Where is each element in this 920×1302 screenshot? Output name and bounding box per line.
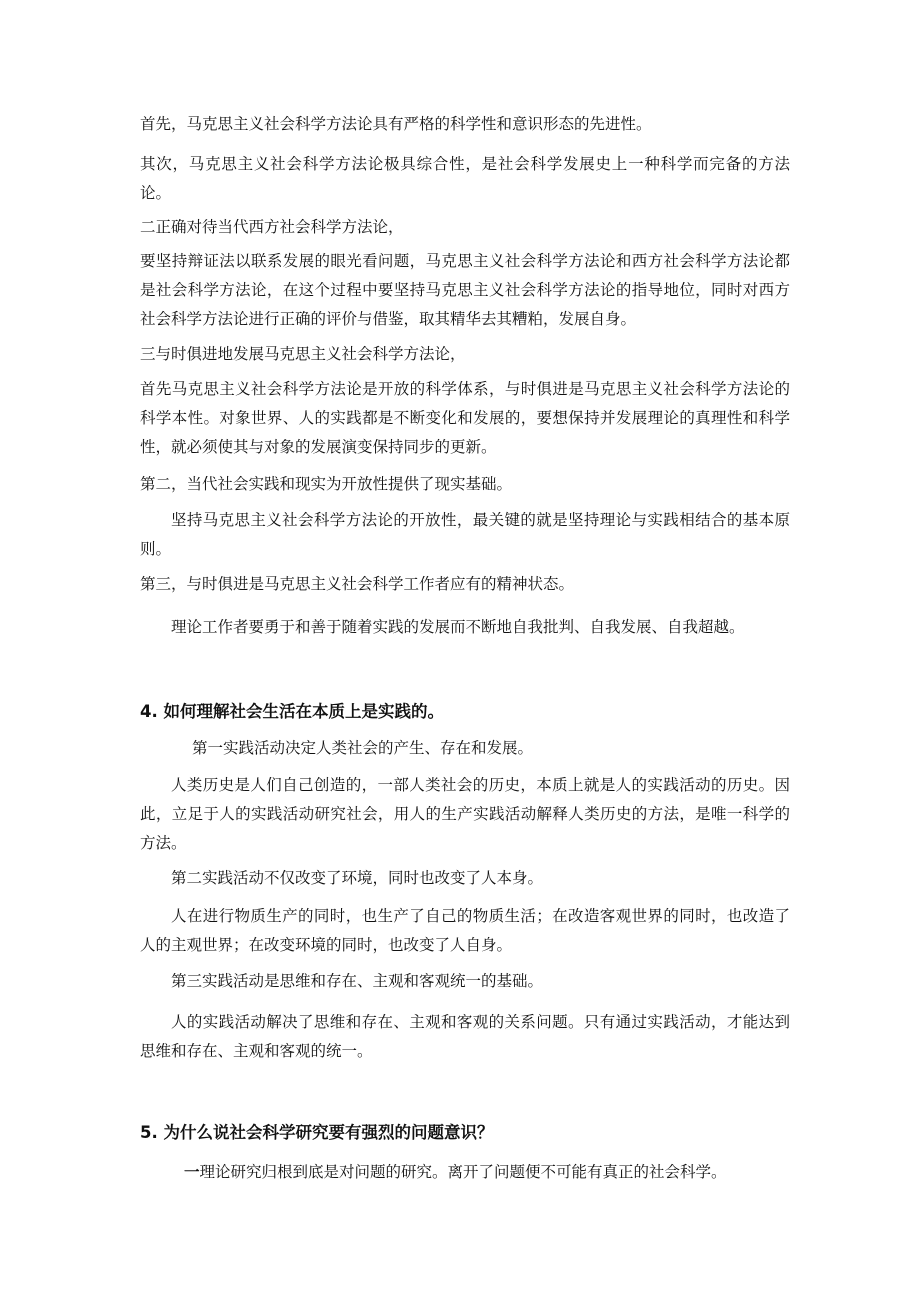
section-5-heading: 5. 为什么说社会科学研究要有强烈的问题意识？ xyxy=(140,1123,494,1142)
section-5-lead-mark: 一 xyxy=(184,1163,200,1181)
section-4-point-1: 第一实践活动决定人类社会的产生、存在和发展。 xyxy=(192,739,534,757)
paragraph-second-practice: 第二，当代社会实践和现实为开放性提供了现实基础。 xyxy=(140,475,513,493)
section-5-paragraph-1 xyxy=(140,1158,790,1187)
paragraph-theorists: 理论工作者要勇于和善于随着实践的发展而不断地自我批判、自我发展、自我超越。 xyxy=(171,618,745,636)
section-4-paragraph-3: 人的实践活动解决了思维和存在、主观和客观的关系问题。只有通过实践活动，才能达到思维和存在、主观和客观的统一。 xyxy=(140,1013,790,1060)
subheading-western-methodology: 二正确对待当代西方社会科学方法论， xyxy=(140,218,404,236)
section-4-paragraph-2: 人在进行物质生产的同时，也生产了自己的物质生活；在改造客观世界的同时，也改造了人的主观世界；在改变环境的同时，也改变了人自身。 xyxy=(140,907,790,954)
section-4-point-3: 第三实践活动是思维和存在、主观和客观统一的基础。 xyxy=(171,972,544,990)
section-4-point-2: 第二实践活动不仅改变了环境，同时也改变了人本身。 xyxy=(171,869,544,887)
section-4-paragraph-1: 人类历史是人们自己创造的，一部人类社会的历史，本质上就是人的实践活动的历史。因此，立足于人的实践活动研究社会，用人的生产实践活动解释人类历史的方法，是唯一科学的方法。 xyxy=(140,776,790,852)
paragraph-second-comprehensive: 其次，马克思主义社会科学方法论极具综合性，是社会科学发展史上一种科学而完备的方法论。 xyxy=(140,155,790,202)
subheading-advance-with-times: 三与时俱进地发展马克思主义社会科学方法论， xyxy=(140,345,466,363)
paragraph-open-system: 首先马克思主义社会科学方法论是开放的科学体系，与时俱进是马克思主义社会科学方法论的科学本性。对象世界、人的实践都是不断变化和发展的，要想保持并发展理论的真理性和科学性，就必须使其与对象的发展演变保持同步的更新。 xyxy=(140,380,790,456)
section-5-paragraph-text: 理论研究归根到底是对问题的研究。离开了问题便不可能有真正的社会科学。 xyxy=(199,1163,727,1181)
paragraph-first-scientific: 首先，马克思主义社会科学方法论具有严格的科学性和意识形态的先进性。 xyxy=(140,115,652,133)
section-4-heading: 4. 如何理解社会生活在本质上是实践的。 xyxy=(140,702,444,721)
paragraph-third-spirit: 第三，与时俱进是马克思主义社会科学工作者应有的精神状态。 xyxy=(140,575,575,593)
paragraph-openness-key: 坚持马克思主义社会科学方法论的开放性，最关键的就是坚持理论与实践相结合的基本原则。 xyxy=(140,511,790,558)
paragraph-dialectics: 要坚持辩证法以联系发展的眼光看问题，马克思主义社会科学方法论和西方社会科学方法论都是社会科学方法论，在这个过程中要坚持马克思主义社会科学方法论的指导地位，同时对西方社会科学方法论进行正确的评价与借鉴，取其精华去其糟粕，发展自身。 xyxy=(140,252,790,328)
